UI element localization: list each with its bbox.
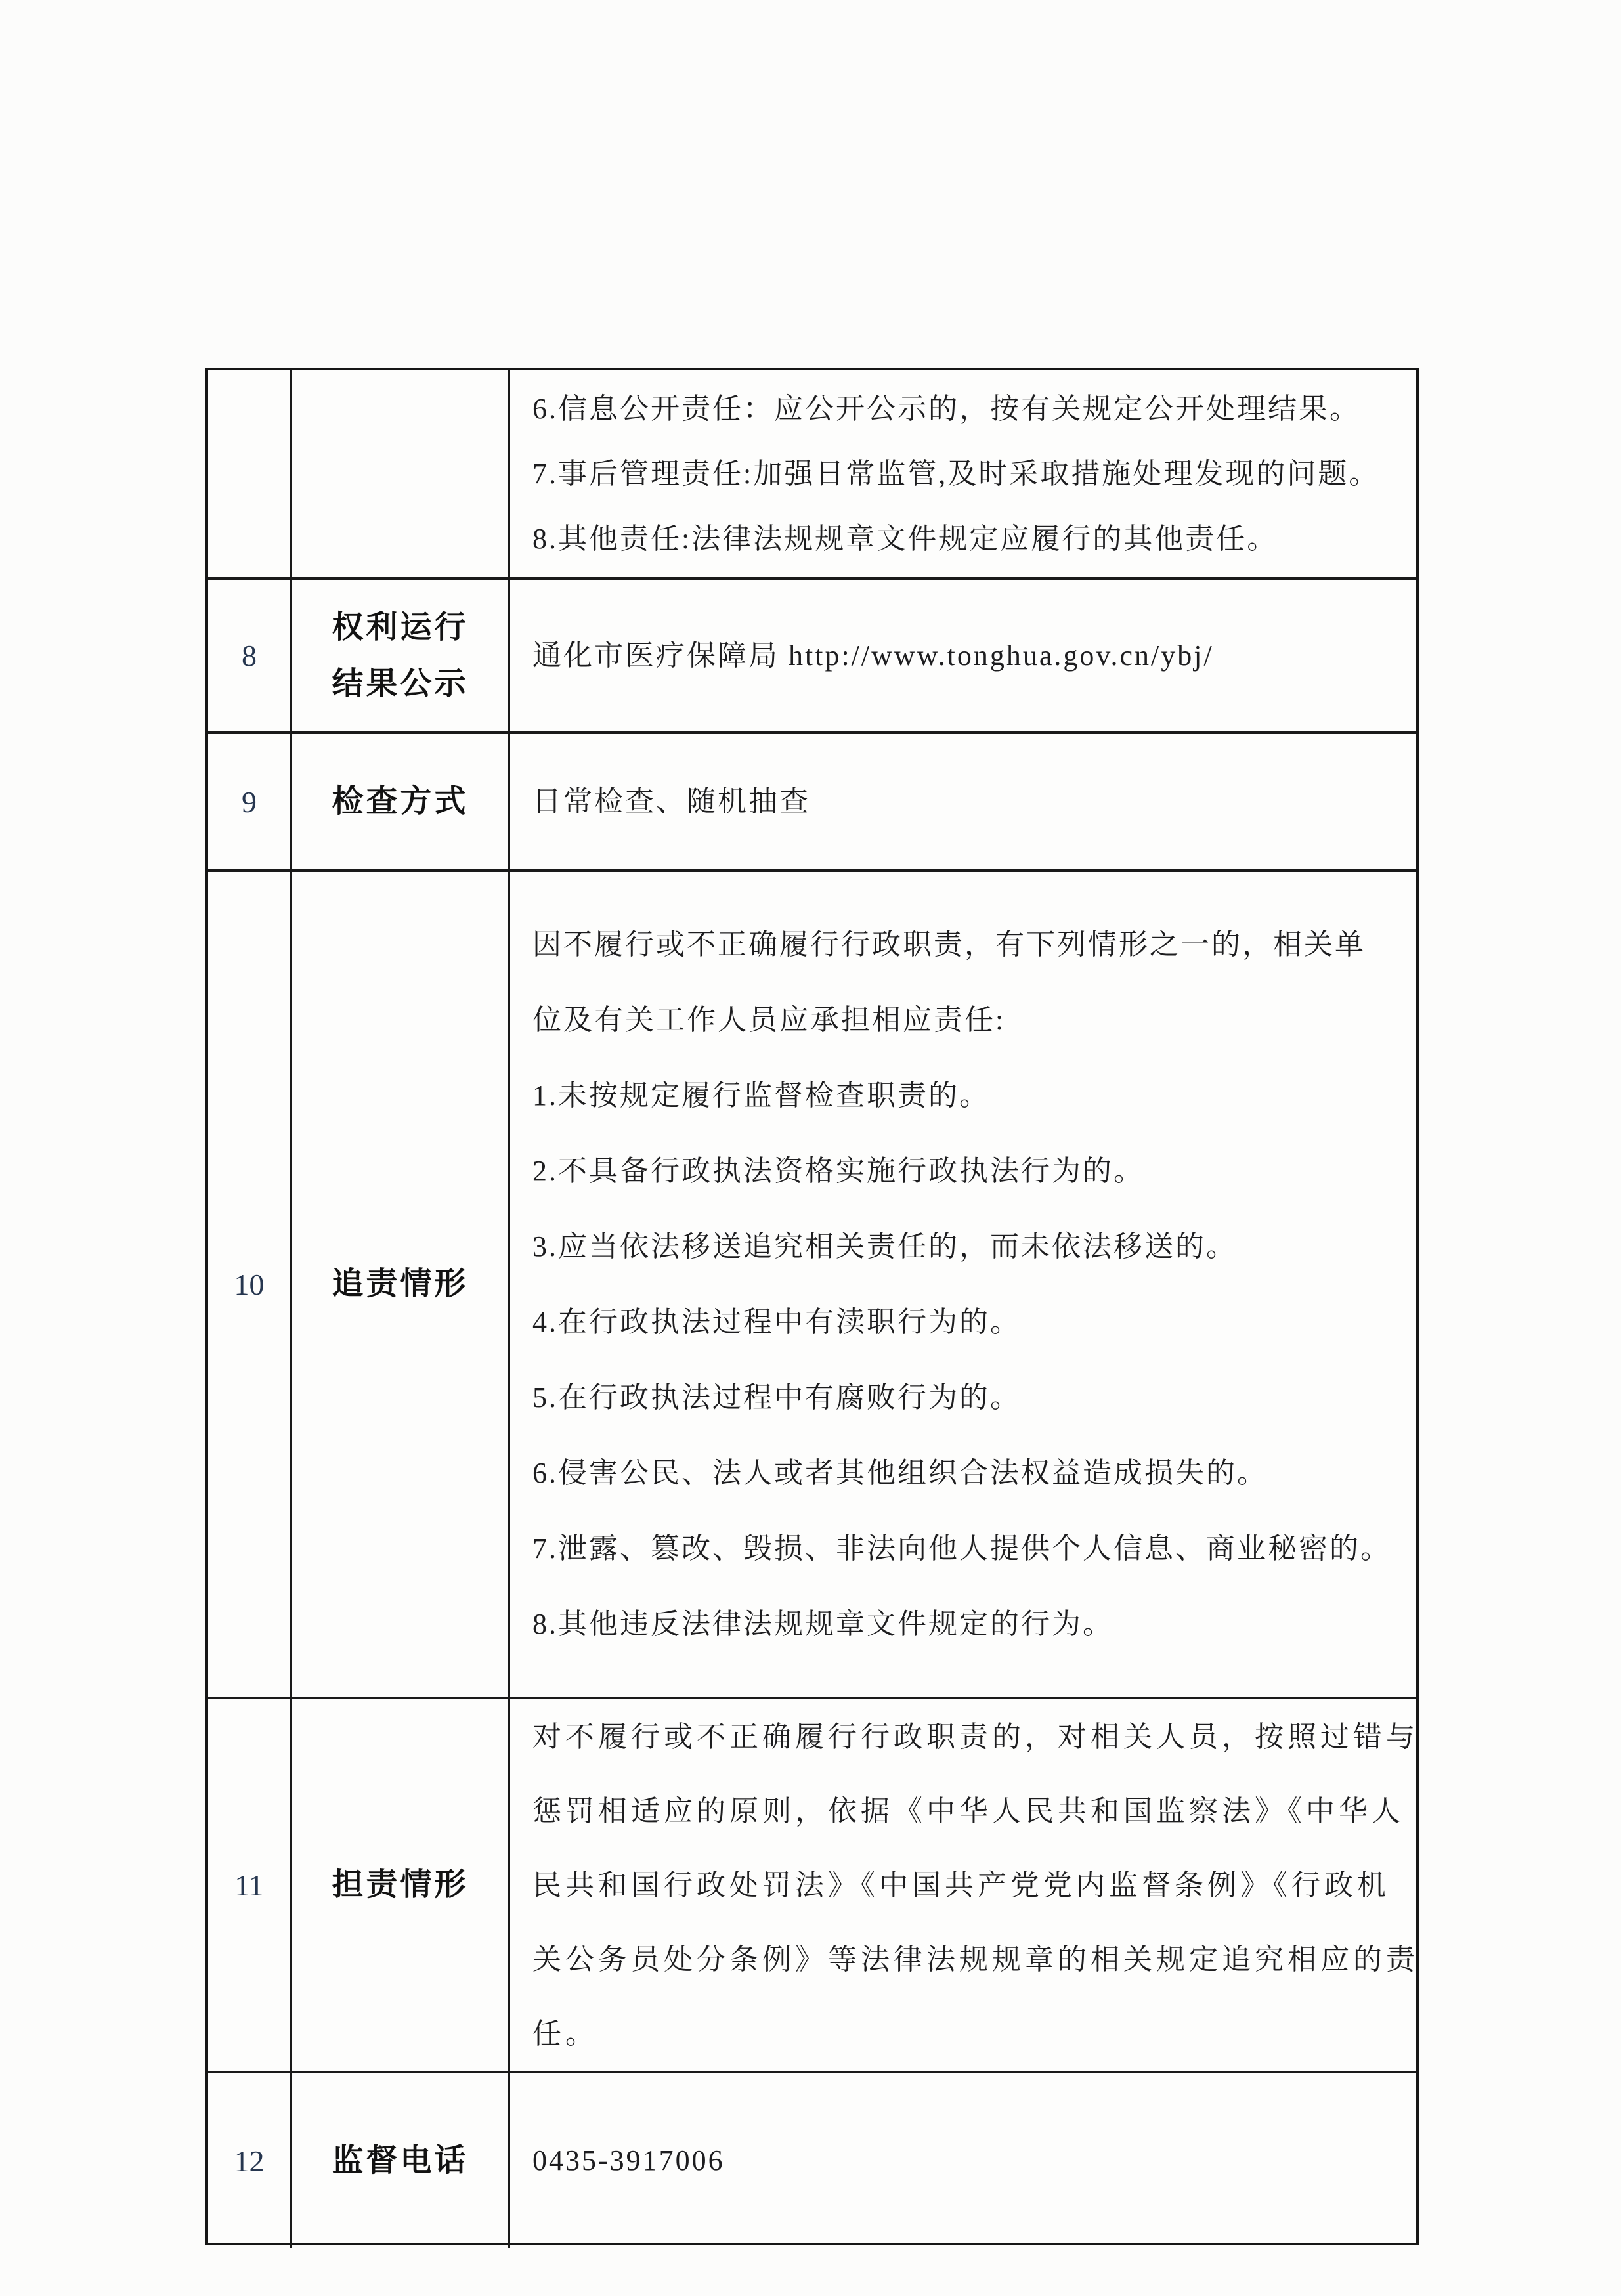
row-number-cell <box>208 370 292 577</box>
row-12-supervision-phone <box>208 2071 1416 2248</box>
row-number-cell: 11 <box>208 1699 292 2071</box>
row-content-cell <box>510 872 1416 1697</box>
responsibility-table <box>205 368 1419 2245</box>
row-label-line: 权利运行 <box>332 609 469 645</box>
responsibility-text-line: 任。 <box>532 2017 598 2050</box>
row-label-cell: 检查方式 <box>292 734 510 869</box>
duty-item: 7.事后管理责任:加强日常监管,及时采取措施处理发现的问题。 <box>532 458 1380 490</box>
accountability-item: 4.在行政执法过程中有渎职行为的。 <box>532 1306 1021 1338</box>
row-content-cell <box>510 370 1416 577</box>
row-8-publicity <box>208 577 1416 731</box>
responsibility-text-line: 关公务员处分条例》等法律法规规章的相关规定追究相应的责 <box>532 1943 1419 1976</box>
accountability-item: 因不履行或不正确履行行政职责，有下列情形之一的，相关单 <box>532 928 1366 961</box>
row-11-responsibility-situations <box>208 1697 1419 2071</box>
row-label-cell: 担责情形 <box>292 1699 510 2071</box>
responsibility-text-line: 民共和国行政处罚法》《中国共产党党内监督条例》《行政机 <box>532 1869 1390 1901</box>
duty-item: 8.其他责任:法律法规规章文件规定应履行的其他责任。 <box>532 523 1278 555</box>
row-number-cell: 9 <box>208 734 292 869</box>
accountability-item: 3.应当依法移送追究相关责任的，而未依法移送的。 <box>532 1230 1237 1263</box>
accountability-item: 位及有关工作人员应承担相应责任: <box>532 1004 1006 1036</box>
row-number-cell: 8 <box>208 580 292 731</box>
row-7-continuation <box>208 370 1416 577</box>
row-label-cell <box>292 580 510 731</box>
accountability-item: 6.侵害公民、法人或者其他组织合法权益造成损失的。 <box>532 1457 1268 1489</box>
row-number-cell: 10 <box>208 872 292 1697</box>
supervision-phone-number: 0435-3917006 <box>532 2144 725 2177</box>
responsibility-text-line: 对不履行或不正确履行行政职责的，对相关人员，按照过错与 <box>532 1720 1419 1753</box>
row-label-cell <box>292 370 510 577</box>
row-content-cell <box>510 580 1416 731</box>
row-label-cell: 监督电话 <box>292 2073 510 2248</box>
responsibility-text-line: 惩罚相适应的原则，依据《中华人民共和国监察法》《中华人 <box>532 1794 1404 1827</box>
row-9-inspection-method <box>208 731 1416 869</box>
accountability-item: 5.在行政执法过程中有腐败行为的。 <box>532 1381 1021 1414</box>
accountability-item: 1.未按规定履行监督检查职责的。 <box>532 1079 990 1112</box>
row-content-cell <box>510 734 1416 869</box>
row-content-cell <box>510 1699 1438 2071</box>
inspection-method-text: 日常检查、随机抽查 <box>532 785 810 817</box>
row-label-line: 结果公示 <box>332 666 469 701</box>
row-10-accountability-situations <box>208 869 1416 1697</box>
duty-item: 6.信息公开责任：应公开公示的，按有关规定公开处理结果。 <box>532 393 1360 425</box>
accountability-item: 8.其他违反法律法规规章文件规定的行为。 <box>532 1608 1113 1640</box>
accountability-item: 7.泄露、篡改、毁损、非法向他人提供个人信息、商业秘密的。 <box>532 1532 1391 1565</box>
row-content-cell <box>510 2073 1416 2248</box>
accountability-item: 2.不具备行政执法资格实施行政执法行为的。 <box>532 1155 1144 1187</box>
row-number-cell: 12 <box>208 2073 292 2248</box>
publicity-url-text: 通化市医疗保障局 http://www.tonghua.gov.cn/ybj/ <box>532 639 1214 672</box>
row-label-cell: 追责情形 <box>292 872 510 1697</box>
